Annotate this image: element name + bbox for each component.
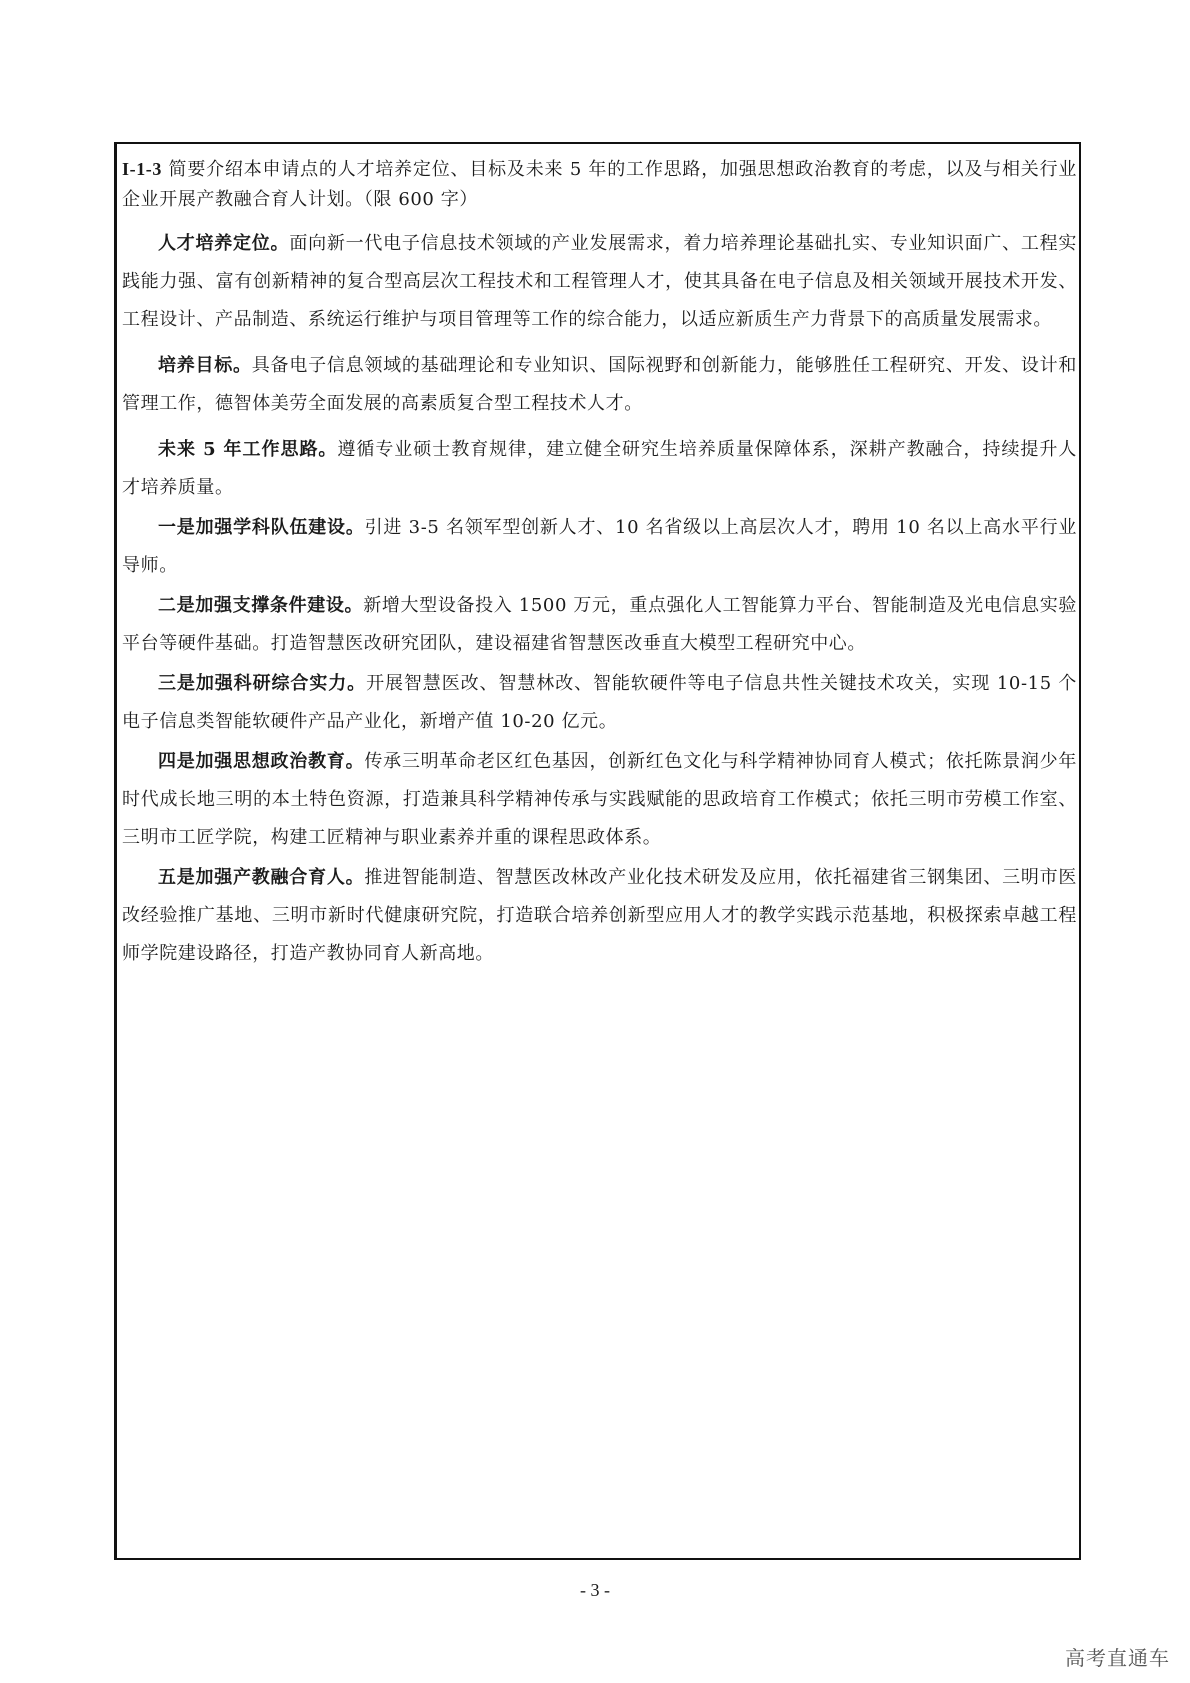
paragraph-text: 传承三明革命老区红色基因，创新红色文化与科学精神协同育人模式；依托陈景润少年时代成长地三明的本土特色资源，打造兼具科学精神传承与实践赋能的思政培育工作模式；依托三明市劳模工作室、三明市工匠学院，构建工匠精神与职业素养并重的课程思政体系。 <box>122 751 1077 848</box>
paragraph-team-building <box>122 509 1077 585</box>
paragraph-text: 遵循专业硕士教育规律，建立健全研究生培养质量保障体系，深耕产教融合，持续提升人才培养质量。 <box>122 439 1077 498</box>
paragraph-positioning <box>122 225 1077 339</box>
paragraph-text: 引进 3-5 名领军型创新人才、10 名省级以上高层次人才，聘用 10 名以上高水平行业导师。 <box>122 517 1077 576</box>
paragraph-lead: 二是加强支撑条件建设。 <box>158 595 364 616</box>
section-code: I-1-3 <box>122 159 162 179</box>
paragraph-text: 具备电子信息领域的基础理论和专业知识、国际视野和创新能力，能够胜任工程研究、开发、设计和管理工作，德智体美劳全面发展的高素质复合型工程技术人才。 <box>122 355 1077 414</box>
paragraph-lead: 未来 5 年工作思路。 <box>158 439 338 460</box>
paragraph-goals <box>122 347 1077 423</box>
paragraph-lead: 人才培养定位。 <box>158 233 290 254</box>
paragraph-lead: 培养目标。 <box>158 355 252 376</box>
form-table-frame <box>114 142 1081 1560</box>
section-prompt: 简要介绍本申请点的人才培养定位、目标及未来 5 年的工作思路，加强思想政治教育的考虑，以及与相关行业企业开展产教融合育人计划。（限 600 字） <box>122 159 1078 210</box>
paragraph-political-education <box>122 743 1077 857</box>
form-content <box>122 154 1077 975</box>
paragraph-lead: 一是加强学科队伍建设。 <box>158 517 365 538</box>
paragraph-text: 面向新一代电子信息技术领域的产业发展需求，着力培养理论基础扎实、专业知识面广、工程实践能力强、富有创新精神的复合型高层次工程技术和工程管理人才，使其具备在电子信息及相关领域开展技术开发、工程设计、产品制造、系统运行维护与项目管理等工作的综合能力，以适应新质生产力背景下的高质量发展需求。 <box>122 233 1077 330</box>
paragraph-lead: 三是加强科研综合实力。 <box>158 673 367 694</box>
paragraph-text: 新增大型设备投入 1500 万元，重点强化人工智能算力平台、智能制造及光电信息实验平台等硬件基础。打造智慧医改研究团队，建设福建省智慧医改垂直大模型工程研究中心。 <box>122 595 1077 654</box>
paragraph-lead: 四是加强思想政治教育。 <box>158 751 365 772</box>
paragraph-industry-education <box>122 859 1077 973</box>
paragraph-support-conditions <box>122 587 1077 663</box>
section-heading <box>122 154 1077 215</box>
watermark-logo-text: 高考直通车 <box>1065 1646 1170 1670</box>
paragraph-text: 推进智能制造、智慧医改林改产业化技术研发及应用，依托福建省三钢集团、三明市医改经验推广基地、三明市新时代健康研究院，打造联合培养创新型应用人才的教学实践示范基地，积极探索卓越工程师学院建设路径，打造产教协同育人新高地。 <box>122 867 1077 964</box>
paragraph-lead: 五是加强产教融合育人。 <box>158 867 365 888</box>
paragraph-research-strength <box>122 665 1077 741</box>
page-number: - 3 - <box>580 1580 610 1600</box>
paragraph-five-year-plan <box>122 431 1077 507</box>
paragraph-text: 开展智慧医改、智慧林改、智能软硬件等电子信息共性关键技术攻关，实现 10-15 个电子信息类智能软硬件产品产业化，新增产值 10-20 亿元。 <box>122 673 1077 732</box>
